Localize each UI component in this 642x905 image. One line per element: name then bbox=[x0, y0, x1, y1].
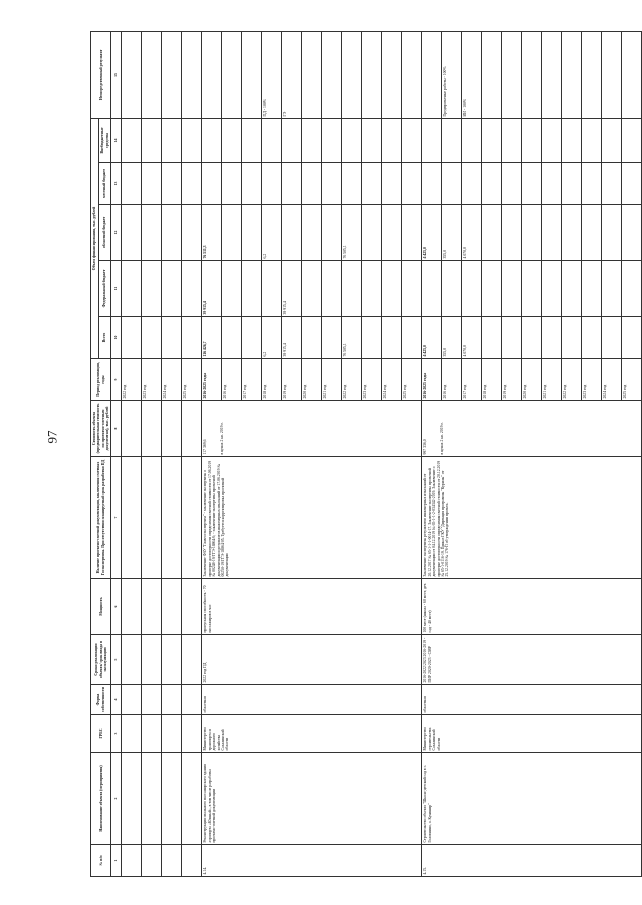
result-cell: ИИ - 100% bbox=[462, 31, 482, 118]
total-cell: 116 426,7 bbox=[202, 317, 222, 359]
extra-cell bbox=[262, 118, 282, 162]
prev-period-cell: 2022 год bbox=[122, 359, 142, 401]
local-cell bbox=[542, 163, 562, 205]
prev-empty-cell bbox=[142, 205, 162, 261]
extra-cell bbox=[442, 118, 462, 162]
prev-empty-cell bbox=[182, 845, 202, 877]
prev-empty-cell bbox=[162, 118, 182, 162]
result-cell bbox=[542, 31, 562, 118]
item-capacity: пропускная способность - 70 пассажиров в час bbox=[202, 579, 422, 635]
federal-cell bbox=[242, 261, 262, 317]
period-cell: 2019 год bbox=[502, 359, 522, 401]
header-capacity: Мощность bbox=[91, 579, 111, 635]
result-cell bbox=[422, 31, 442, 118]
period-cell: 2020 год bbox=[522, 359, 542, 401]
federal-cell bbox=[262, 261, 282, 317]
item-cost-value: 997 336,0 bbox=[423, 439, 428, 455]
prev-empty-cell bbox=[182, 457, 202, 579]
period-cell: 2024 год bbox=[382, 359, 402, 401]
column-number-15: 15 bbox=[111, 31, 122, 118]
prev-period-cell: 2025 год bbox=[182, 359, 202, 401]
column-number-4: 4 bbox=[111, 685, 122, 715]
header-local: местный бюджет bbox=[98, 163, 111, 205]
prev-period-cell: 2024 год bbox=[162, 359, 182, 401]
result-cell bbox=[602, 31, 622, 118]
period-cell: 2016 год bbox=[222, 359, 242, 401]
regional-cell bbox=[522, 205, 542, 261]
total-cell bbox=[362, 317, 382, 359]
federal-cell bbox=[542, 261, 562, 317]
total-cell bbox=[622, 317, 642, 359]
extra-cell bbox=[462, 118, 482, 162]
header-funding: Объем финансирования, тыс. рублей bbox=[91, 118, 99, 358]
total-cell bbox=[542, 317, 562, 359]
prev-empty-cell bbox=[182, 261, 202, 317]
prev-empty-cell bbox=[122, 317, 142, 359]
period-cell: 2021 год bbox=[542, 359, 562, 401]
period-cell: 2016 год bbox=[442, 359, 462, 401]
result-cell bbox=[202, 31, 222, 118]
header-period: Период реализации, годы bbox=[91, 359, 111, 401]
prev-empty-cell bbox=[122, 715, 142, 753]
total-cell: 4 425,0 bbox=[422, 317, 442, 359]
prev-empty-cell bbox=[122, 579, 142, 635]
result-cell bbox=[582, 31, 602, 118]
local-cell bbox=[422, 163, 442, 205]
result-cell: ГЭ bbox=[282, 31, 302, 118]
item-psd: Заключение экспертизы результатов инженерных изысканий от 20.12.2017 № 65-1-1-1-0014-17. Заключение экспертизы проектной документации от 04.12.2019 № 65-1-1-2-034342-2019. Заключение о проверке достоверности определения сметной стоимости от 20.12.2019 № 65-1-0116-19. Приказ ГКУ "Дирекция программы "Курилы" от 25.12.2019 № 176-П об утверждении проекта. bbox=[422, 457, 642, 579]
extra-cell bbox=[202, 118, 222, 162]
prev-empty-cell bbox=[122, 401, 142, 457]
header-extra: Внебюджетные средства bbox=[98, 118, 111, 162]
period-cell: 2017 год bbox=[242, 359, 262, 401]
extra-cell bbox=[362, 118, 382, 162]
extra-cell bbox=[322, 118, 342, 162]
prev-empty-cell bbox=[122, 685, 142, 715]
prev-period-cell: 2023 год bbox=[142, 359, 162, 401]
regional-cell: 355,0 bbox=[442, 205, 462, 261]
column-number-1: 1 bbox=[111, 845, 122, 877]
regional-cell bbox=[322, 205, 342, 261]
regional-cell bbox=[362, 205, 382, 261]
prev-empty-cell bbox=[162, 31, 182, 118]
regional-cell bbox=[302, 205, 322, 261]
column-number-11: 11 bbox=[111, 261, 122, 317]
prev-empty-cell bbox=[182, 163, 202, 205]
column-number-9: 9 bbox=[111, 359, 122, 401]
header-regional: областной бюджет bbox=[98, 205, 111, 261]
regional-cell: 4 070,0 bbox=[462, 205, 482, 261]
local-cell bbox=[202, 163, 222, 205]
column-number-10: 10 bbox=[111, 317, 122, 359]
federal-cell bbox=[502, 261, 522, 317]
federal-cell: 39 915,4 bbox=[282, 261, 302, 317]
header-cost: Стоимость объекта (предварительная стоимость по проектно-сметным документам), тыс. рублей bbox=[91, 401, 111, 457]
prev-empty-cell bbox=[122, 261, 142, 317]
total-cell bbox=[502, 317, 522, 359]
local-cell bbox=[462, 163, 482, 205]
extra-cell bbox=[562, 118, 582, 162]
table-row bbox=[422, 31, 442, 876]
prev-empty-cell bbox=[162, 685, 182, 715]
item-name: Реконструкция спального пассажирского здания аэропорта «Южный», в том числе разработка проектно-сметной документации bbox=[202, 753, 422, 845]
prev-empty-cell bbox=[182, 118, 202, 162]
item-psd: Заключение ФАУ "Главгосэкспертиза" - заключение экспертизы о проверке достоверности определения сметной стоимости от 17.06.2019 № 00248-19/ГГЭ-18864/6; - заключение экспертизы проектной документации и результатов инженерных изысканий от 17.06.2019 № 00250-19/ГГЭ-18864/05. Требуется корректировка проектной документации bbox=[202, 457, 422, 579]
prev-empty-cell bbox=[122, 205, 142, 261]
federal-cell bbox=[482, 261, 502, 317]
period-cell: 2016-2025 годы bbox=[422, 359, 442, 401]
investment-table bbox=[90, 31, 642, 877]
item-form: областная bbox=[422, 685, 642, 715]
prev-empty-cell bbox=[142, 715, 162, 753]
regional-cell bbox=[622, 205, 642, 261]
local-cell bbox=[622, 163, 642, 205]
header-name: Наименование объекта (мероприятия) bbox=[91, 753, 111, 845]
column-number-14: 14 bbox=[111, 118, 122, 162]
page-number: 97 bbox=[44, 430, 60, 444]
result-cell bbox=[382, 31, 402, 118]
regional-cell bbox=[282, 205, 302, 261]
result-cell bbox=[342, 31, 362, 118]
period-cell: 2022 год bbox=[342, 359, 362, 401]
total-cell: 39 915,4 bbox=[282, 317, 302, 359]
federal-cell bbox=[322, 261, 342, 317]
prev-empty-cell bbox=[122, 845, 142, 877]
prev-empty-cell bbox=[162, 261, 182, 317]
period-cell: 2023 год bbox=[362, 359, 382, 401]
regional-cell bbox=[542, 205, 562, 261]
prev-empty-cell bbox=[182, 317, 202, 359]
prev-empty-cell bbox=[162, 579, 182, 635]
prev-empty-cell bbox=[122, 118, 142, 162]
regional-cell: 76 511,3 bbox=[202, 205, 222, 261]
table-body bbox=[122, 31, 642, 876]
local-cell bbox=[522, 163, 542, 205]
header-form: Форма собственности bbox=[91, 685, 111, 715]
federal-cell: 39 915,4 bbox=[202, 261, 222, 317]
result-cell bbox=[302, 31, 322, 118]
prev-item-row bbox=[142, 31, 162, 876]
extra-cell bbox=[582, 118, 602, 162]
regional-cell bbox=[402, 205, 422, 261]
result-cell bbox=[322, 31, 342, 118]
prev-empty-cell bbox=[142, 317, 162, 359]
period-cell: 2017 год bbox=[462, 359, 482, 401]
period-cell: 2021 год bbox=[322, 359, 342, 401]
item-grbs: Министерство транспорта и дорожного хозяйства Сахалинской области bbox=[202, 715, 422, 753]
extra-cell bbox=[622, 118, 642, 162]
prev-empty-cell bbox=[142, 261, 162, 317]
extra-cell bbox=[502, 118, 522, 162]
prev-empty-cell bbox=[142, 401, 162, 457]
prev-empty-cell bbox=[142, 635, 162, 685]
federal-cell bbox=[562, 261, 582, 317]
federal-cell bbox=[402, 261, 422, 317]
column-number-8: 8 bbox=[111, 401, 122, 457]
total-cell bbox=[482, 317, 502, 359]
item-terms: 2022 год ПД bbox=[202, 635, 422, 685]
regional-cell bbox=[222, 205, 242, 261]
federal-cell bbox=[602, 261, 622, 317]
total-cell: 76 505,1 bbox=[342, 317, 362, 359]
prev-empty-cell bbox=[182, 31, 202, 118]
extra-cell bbox=[282, 118, 302, 162]
extra-cell bbox=[482, 118, 502, 162]
total-cell: 4 070,0 bbox=[462, 317, 482, 359]
regional-cell: 4 425,0 bbox=[422, 205, 442, 261]
result-cell: Предпроектные работы - 100% bbox=[442, 31, 462, 118]
local-cell bbox=[242, 163, 262, 205]
prev-empty-cell bbox=[142, 31, 162, 118]
extra-cell bbox=[302, 118, 322, 162]
result-cell bbox=[242, 31, 262, 118]
total-cell: 6,2 bbox=[262, 317, 282, 359]
prev-empty-cell bbox=[162, 401, 182, 457]
result-cell bbox=[622, 31, 642, 118]
table-frame bbox=[90, 32, 628, 877]
result-cell bbox=[482, 31, 502, 118]
header-terms: Сроки реализации объекта/ срок ввода в эксплуатацию bbox=[91, 635, 111, 685]
item-terms: 2016-2022/2023 2016-2019 - ПИР 2020-2023 - СМР bbox=[422, 635, 642, 685]
local-cell bbox=[382, 163, 402, 205]
local-cell bbox=[342, 163, 362, 205]
header-psd: Наличие проектно-сметной документации, заключения сметных Госэкспертизы. При отсутствии планируемый срок разработки ПД bbox=[91, 457, 111, 579]
prev-item-row bbox=[162, 31, 182, 876]
period-cell: 2025 год bbox=[622, 359, 642, 401]
regional-cell: 6,2 bbox=[262, 205, 282, 261]
prev-empty-cell bbox=[122, 753, 142, 845]
result-cell bbox=[402, 31, 422, 118]
regional-cell bbox=[502, 205, 522, 261]
regional-cell bbox=[382, 205, 402, 261]
prev-empty-cell bbox=[122, 31, 142, 118]
prev-item-row bbox=[182, 31, 202, 876]
extra-cell bbox=[602, 118, 622, 162]
extra-cell bbox=[242, 118, 262, 162]
period-cell: 2022 год bbox=[562, 359, 582, 401]
prev-empty-cell bbox=[182, 205, 202, 261]
total-cell bbox=[302, 317, 322, 359]
local-cell bbox=[222, 163, 242, 205]
local-cell bbox=[602, 163, 622, 205]
local-cell bbox=[302, 163, 322, 205]
column-number-7: 7 bbox=[111, 457, 122, 579]
prev-empty-cell bbox=[122, 163, 142, 205]
prev-empty-cell bbox=[142, 753, 162, 845]
extra-cell bbox=[382, 118, 402, 162]
item-form: областная bbox=[202, 685, 422, 715]
item-capacity: 100 мест (школа - 60 мест, дет. сад - 40 мест) bbox=[422, 579, 642, 635]
period-cell: 2016-2025 годы bbox=[202, 359, 222, 401]
result-cell bbox=[522, 31, 542, 118]
prev-empty-cell bbox=[182, 401, 202, 457]
prev-empty-cell bbox=[142, 118, 162, 162]
total-cell bbox=[402, 317, 422, 359]
total-cell bbox=[582, 317, 602, 359]
header-federal: Федеральный бюджет bbox=[98, 261, 111, 317]
header-num: № п/п bbox=[91, 845, 111, 877]
extra-cell bbox=[402, 118, 422, 162]
item-cost bbox=[202, 401, 422, 457]
extra-cell bbox=[542, 118, 562, 162]
period-cell: 2023 год bbox=[582, 359, 602, 401]
extra-cell bbox=[342, 118, 362, 162]
period-cell: 2019 год bbox=[282, 359, 302, 401]
prev-empty-cell bbox=[122, 635, 142, 685]
extra-cell bbox=[522, 118, 542, 162]
result-cell: ПД - 100% bbox=[262, 31, 282, 118]
total-cell: 355,0 bbox=[442, 317, 462, 359]
federal-cell bbox=[222, 261, 242, 317]
local-cell bbox=[442, 163, 462, 205]
column-number-3: 3 bbox=[111, 715, 122, 753]
federal-cell bbox=[382, 261, 402, 317]
total-cell bbox=[382, 317, 402, 359]
prev-empty-cell bbox=[142, 163, 162, 205]
local-cell bbox=[262, 163, 282, 205]
regional-cell bbox=[602, 205, 622, 261]
prev-empty-cell bbox=[142, 457, 162, 579]
regional-cell bbox=[242, 205, 262, 261]
prev-empty-cell bbox=[122, 457, 142, 579]
rotated-table-container bbox=[90, 32, 628, 877]
result-cell bbox=[222, 31, 242, 118]
item-grbs: Министерство строительства Сахалинской области bbox=[422, 715, 642, 753]
column-number-row bbox=[111, 31, 122, 876]
federal-cell bbox=[442, 261, 462, 317]
local-cell bbox=[502, 163, 522, 205]
header-total: Всего bbox=[98, 317, 111, 359]
prev-empty-cell bbox=[182, 685, 202, 715]
prev-empty-cell bbox=[162, 457, 182, 579]
prev-empty-cell bbox=[142, 579, 162, 635]
prev-empty-cell bbox=[182, 635, 202, 685]
local-cell bbox=[282, 163, 302, 205]
period-cell: 2018 год bbox=[482, 359, 502, 401]
federal-cell bbox=[422, 261, 442, 317]
prev-empty-cell bbox=[162, 163, 182, 205]
federal-cell bbox=[622, 261, 642, 317]
federal-cell bbox=[342, 261, 362, 317]
prev-empty-cell bbox=[162, 205, 182, 261]
prev-empty-cell bbox=[182, 715, 202, 753]
extra-cell bbox=[422, 118, 442, 162]
federal-cell bbox=[582, 261, 602, 317]
column-number-5: 5 bbox=[111, 635, 122, 685]
federal-cell bbox=[362, 261, 382, 317]
prev-empty-cell bbox=[142, 845, 162, 877]
item-cost-note: в ценах 2 кв. 2019 г. bbox=[439, 422, 444, 455]
local-cell bbox=[402, 163, 422, 205]
item-cost-value: 117 369,6 bbox=[203, 439, 208, 455]
period-cell: 2024 год bbox=[602, 359, 622, 401]
prev-empty-cell bbox=[162, 845, 182, 877]
item-cost bbox=[422, 401, 642, 457]
local-cell bbox=[562, 163, 582, 205]
prev-empty-cell bbox=[182, 753, 202, 845]
table-row bbox=[202, 31, 222, 876]
column-number-2: 2 bbox=[111, 753, 122, 845]
period-cell: 2020 год bbox=[302, 359, 322, 401]
header-result: Непосредственный результат bbox=[91, 31, 111, 118]
regional-cell bbox=[482, 205, 502, 261]
prev-empty-cell bbox=[162, 635, 182, 685]
column-number-6: 6 bbox=[111, 579, 122, 635]
result-cell bbox=[502, 31, 522, 118]
result-cell bbox=[362, 31, 382, 118]
total-cell bbox=[242, 317, 262, 359]
prev-empty-cell bbox=[142, 685, 162, 715]
federal-cell bbox=[522, 261, 542, 317]
regional-cell bbox=[562, 205, 582, 261]
period-cell: 2018 год bbox=[262, 359, 282, 401]
total-cell bbox=[322, 317, 342, 359]
regional-cell: 76 505,1 bbox=[342, 205, 362, 261]
item-number: 4.14. bbox=[202, 845, 422, 877]
prev-empty-cell bbox=[182, 579, 202, 635]
extra-cell bbox=[222, 118, 242, 162]
item-cost-note: в ценах 2 кв. 2019 г. bbox=[219, 422, 224, 455]
prev-empty-cell bbox=[162, 715, 182, 753]
regional-cell bbox=[582, 205, 602, 261]
local-cell bbox=[322, 163, 342, 205]
total-cell bbox=[222, 317, 242, 359]
prev-item-row bbox=[122, 31, 142, 876]
local-cell bbox=[582, 163, 602, 205]
column-number-12: 12 bbox=[111, 205, 122, 261]
prev-empty-cell bbox=[162, 317, 182, 359]
column-number-13: 13 bbox=[111, 163, 122, 205]
total-cell bbox=[602, 317, 622, 359]
period-cell: 2025 год bbox=[402, 359, 422, 401]
header-grbs: ГРБС bbox=[91, 715, 111, 753]
item-number: 4.15. bbox=[422, 845, 642, 877]
total-cell bbox=[522, 317, 542, 359]
federal-cell bbox=[302, 261, 322, 317]
result-cell bbox=[562, 31, 582, 118]
federal-cell bbox=[462, 261, 482, 317]
prev-empty-cell bbox=[162, 753, 182, 845]
total-cell bbox=[562, 317, 582, 359]
local-cell bbox=[362, 163, 382, 205]
item-name: Строительство объекта "Школа-детский сад в с. Головнино, о. Кунашир" bbox=[422, 753, 642, 845]
local-cell bbox=[482, 163, 502, 205]
